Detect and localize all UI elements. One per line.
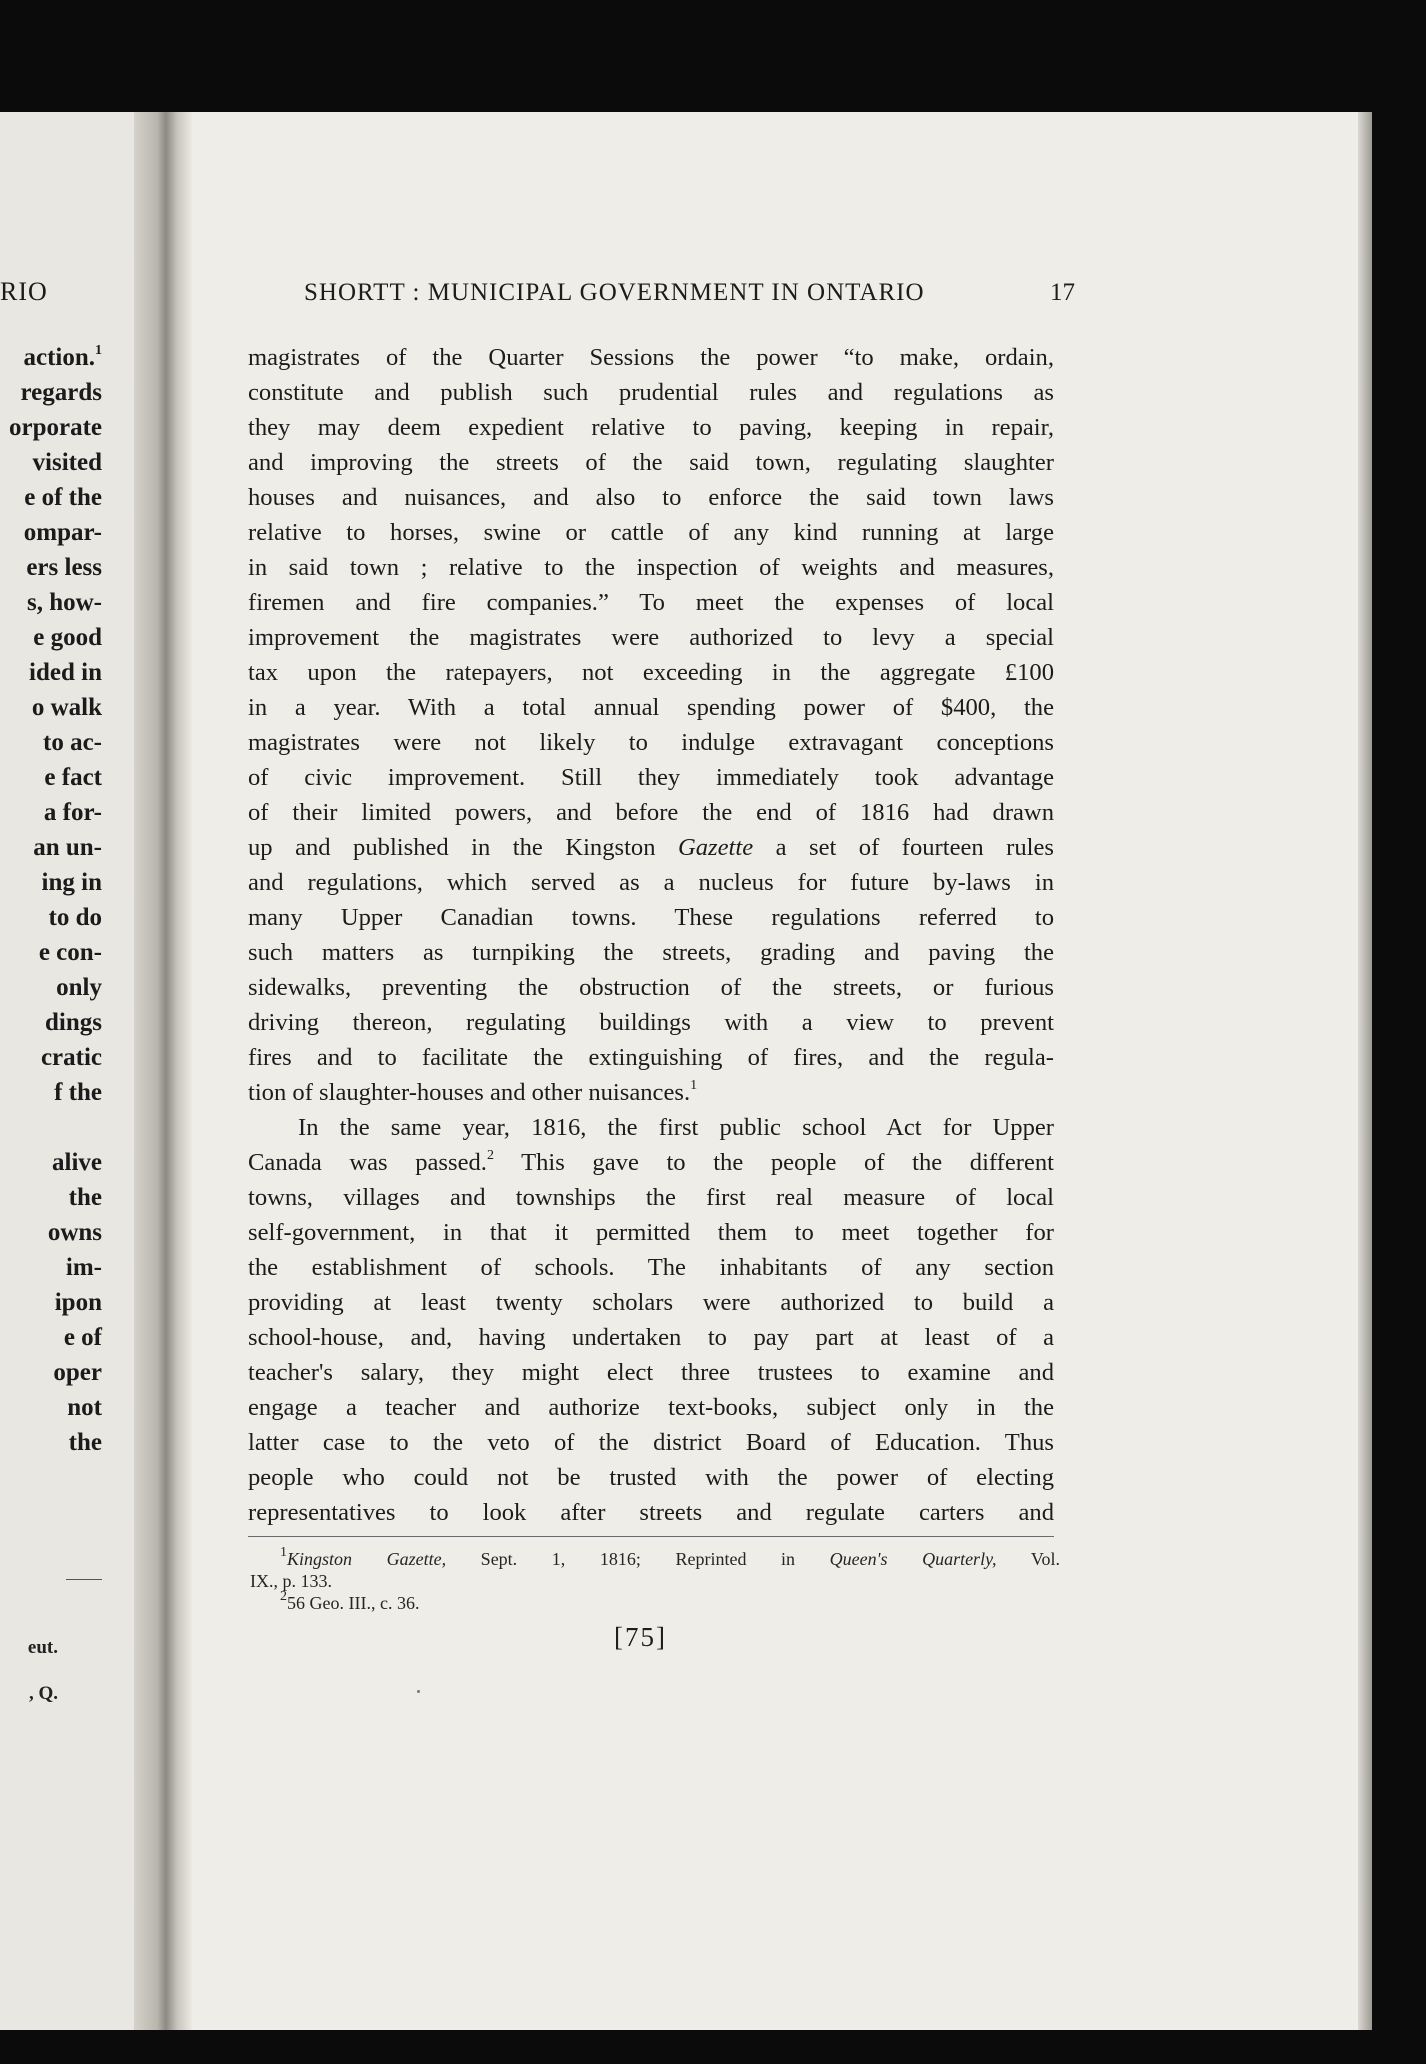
text-fragment: a set of fourteen rules — [753, 834, 1054, 861]
left-page-text-fragment: only — [56, 974, 102, 1001]
text-line: fires and to facilitate the extinguishing of fires, and the regula- — [248, 1044, 1054, 1071]
text-line: school-house, and, having undertaken to pay part at least of a — [248, 1324, 1054, 1351]
text-line: providing at least twenty scholars were authorized to build a — [248, 1289, 1054, 1316]
text-line: houses and nuisances, and also to enforce the said town laws — [248, 484, 1054, 511]
text-line: of civic improvement. Still they immediately took advantage — [248, 764, 1054, 791]
left-page-text-fragment: action.$^1$ — [23, 342, 102, 371]
book-gutter — [134, 112, 192, 2030]
text-line: In the same year, 1816, the first public school Act for Upper — [298, 1114, 1054, 1141]
left-page-text-fragment: ipon — [54, 1289, 102, 1316]
left-page-text-fragment: f the — [54, 1079, 102, 1106]
left-page-text-fragment: regards — [20, 379, 102, 406]
footnote-2 — [280, 1589, 1060, 1614]
folio-number: [75] — [614, 1622, 667, 1652]
left-page-text-fragment: ided in — [29, 659, 102, 686]
text-line — [248, 830, 1054, 865]
text-line — [248, 1145, 1054, 1180]
left-page-text-fragments — [9, 340, 102, 1460]
text-line: tax upon the ratepayers, not exceeding in the aggregate £100 — [248, 659, 1054, 686]
left-page-text-fragment: cratic — [40, 1044, 102, 1071]
left-page-text-fragment: a for- — [43, 799, 102, 826]
footnote-marker: 2 — [280, 1589, 287, 1604]
page-edge — [1358, 112, 1372, 2030]
text-line: they may deem expedient relative to paving, keeping in repair, — [248, 414, 1054, 441]
text-line: self-government, in that it permitted them to meet together for — [248, 1219, 1054, 1246]
footnote-text: Sept. 1, 1816; Reprinted in — [446, 1549, 830, 1569]
text-line: towns, villages and townships the first real measure of local — [248, 1184, 1054, 1211]
running-head-title: SHORTT : MUNICIPAL GOVERNMENT IN ONTARIO — [304, 279, 925, 306]
body-text — [248, 340, 1054, 1530]
left-page-text-fragment: orporate — [8, 414, 102, 441]
left-page-text-fragment: alive — [52, 1149, 102, 1176]
left-page-text-fragment: ompar- — [23, 519, 102, 546]
left-page-text-fragment: owns — [47, 1219, 102, 1246]
running-head — [304, 279, 1075, 307]
text-line: such matters as turnpiking the streets, grading and paving the — [248, 939, 1054, 966]
left-page-text-fragment: o walk — [31, 694, 102, 721]
text-line: and regulations, which served as a nucleus for future by-laws in — [248, 869, 1054, 896]
text-fragment: This gave to the people of the different — [493, 1149, 1054, 1176]
left-page-footnote: , Q. — [28, 1683, 58, 1704]
footnote-1-continuation: IX., p. 133. — [250, 1571, 332, 1591]
footnote-1 — [280, 1545, 1061, 1570]
left-page-text-fragment: im- — [65, 1254, 102, 1281]
footnote-journal-title: Queen's Quarterly, — [829, 1549, 997, 1569]
text-line: many Upper Canadian towns. These regulations referred to — [248, 904, 1054, 931]
text-line: magistrates were not likely to indulge extravagant conceptions — [248, 729, 1054, 756]
text-line: people who could not be trusted with the power of electing — [248, 1464, 1054, 1491]
left-page-text-fragment: e fact — [44, 764, 102, 791]
footnote-marker: 1 — [95, 342, 102, 358]
footnote-text: 56 Geo. III., c. 36. — [287, 1593, 420, 1613]
text-line: latter case to the veto of the district Board of Education. Thus — [248, 1429, 1054, 1456]
left-page-text-fragment: dings — [45, 1009, 102, 1036]
text-line: constitute and publish such prudential rules and regulations as — [248, 379, 1054, 406]
text-line: teacher's salary, they might elect three trustees to examine and — [248, 1359, 1054, 1386]
footnote-rule — [248, 1536, 1054, 1537]
left-page-text-fragment: the — [68, 1184, 102, 1211]
footnote-text: Vol. — [996, 1549, 1061, 1569]
left-page-text-fragment: to do — [48, 904, 102, 931]
text-line: improvement the magistrates were authorized to levy a special — [248, 624, 1054, 651]
text-line: relative to horses, swine or cattle of any kind running at large — [248, 519, 1054, 546]
text-line — [248, 1075, 1054, 1110]
text-fragment: Canada was passed. — [248, 1149, 487, 1176]
italic-title: Gazette — [677, 834, 754, 861]
footnote-marker: 2 — [486, 1147, 494, 1163]
text-line: magistrates of the Quarter Sessions the power “to make, ordain, — [248, 344, 1054, 371]
left-page-text-fragment: e con- — [38, 939, 102, 966]
text-fragment: tion of slaughter-houses and other nuisances. — [248, 1079, 691, 1106]
left-page-footnote: eut. — [27, 1637, 58, 1658]
left-page-text-fragment: visited — [32, 449, 102, 476]
text-line: driving thereon, regulating buildings with a view to prevent — [248, 1009, 1054, 1036]
left-page-text-fragment: ing in — [41, 869, 102, 896]
text-line: in said town ; relative to the inspection of weights and measures, — [248, 554, 1054, 581]
footnotes — [250, 1545, 1061, 1614]
text-line: representatives to look after streets and regulate carters and — [248, 1499, 1054, 1526]
left-page-text-fragment: to ac- — [43, 729, 102, 756]
text-line: engage a teacher and authorize text-books, subject only in the — [248, 1394, 1054, 1421]
left-page-footnotes — [28, 1625, 58, 1717]
left-page-text-fragment: e of — [63, 1324, 102, 1351]
text-fragment: up and published in the Kingston — [248, 834, 656, 861]
scan-speck — [417, 1690, 420, 1693]
text-line: firemen and fire companies.” To meet the expenses of local — [248, 589, 1054, 616]
left-page-running-head: RIO — [0, 277, 48, 306]
text-line: in a year. With a total annual spending power of $400, the — [248, 694, 1054, 721]
footnote-source-title: Kingston Gazette, — [287, 1549, 447, 1569]
left-page-text-fragment: not — [67, 1394, 102, 1421]
page-number: 17 — [1050, 279, 1075, 306]
left-page-text-fragment: oper — [53, 1359, 102, 1386]
text-line: and improving the streets of the said town, regulating slaughter — [248, 449, 1054, 476]
text-line: of their limited powers, and before the end of 1816 had drawn — [248, 799, 1054, 826]
left-page-text-fragment — [9, 1110, 102, 1145]
left-page-text-fragment: an un- — [33, 834, 102, 861]
left-page-text-fragment: ers less — [26, 554, 102, 581]
left-page-footnote-rule — [66, 1579, 102, 1580]
footnote-marker: 1 — [280, 1545, 287, 1560]
text-line: sidewalks, preventing the obstruction of the streets, or furious — [248, 974, 1054, 1001]
text-line: the establishment of schools. The inhabitants of any section — [248, 1254, 1054, 1281]
left-page-text-fragment: s, how- — [26, 589, 102, 616]
left-page-text-fragment: e good — [33, 624, 102, 651]
left-page-text-fragment: the — [68, 1429, 102, 1456]
left-page-text-fragment: e of the — [24, 484, 102, 511]
footnote-marker: 1 — [690, 1077, 698, 1093]
